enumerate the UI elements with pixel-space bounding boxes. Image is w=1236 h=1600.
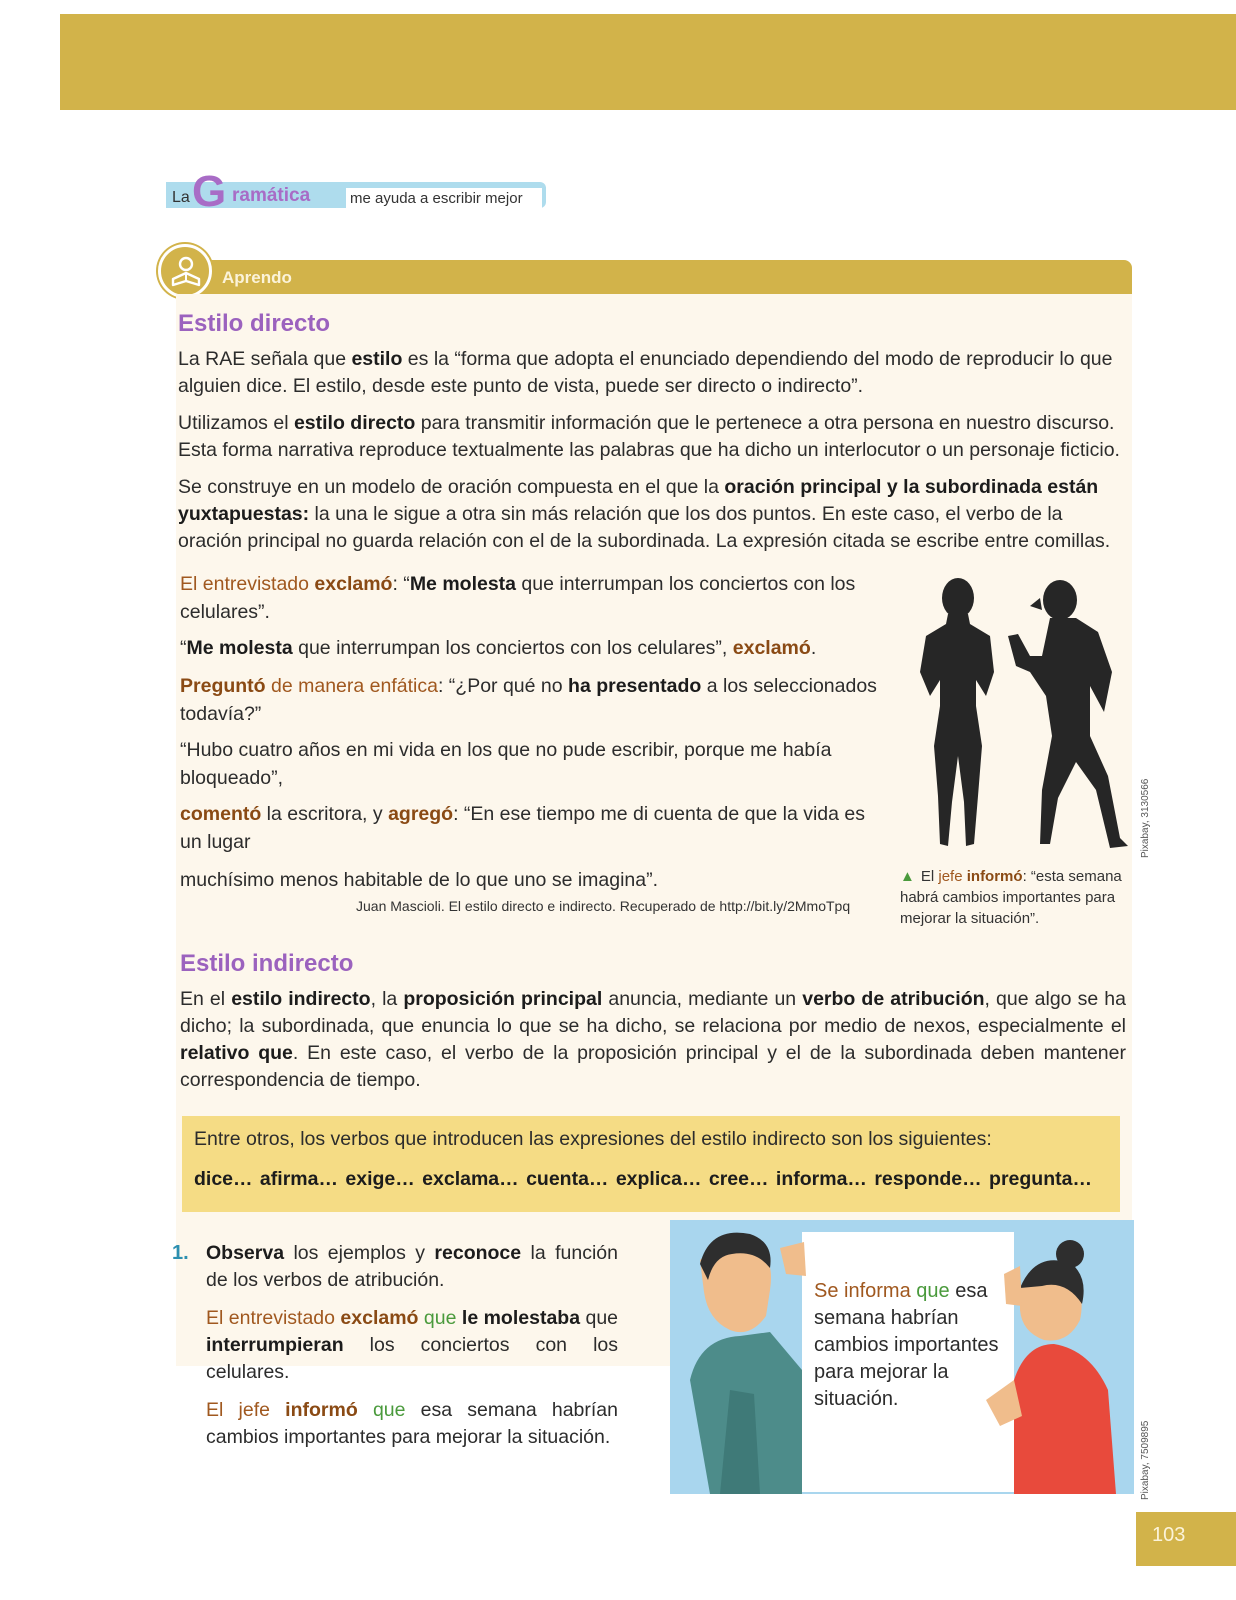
text-run: comentó: [180, 803, 262, 825]
grammar-section-banner: [166, 167, 546, 216]
verbs-list: dice… afirma… exige… exclama… cuenta… explica… cree… informa… responde… pregunta…: [194, 1168, 1092, 1190]
text-run: la una le sigue a otra sin más relación que los dos puntos. En este caso, el verbo de la oración principal no guarda relación con el de la subordinada. La expresión citada se escribe entre comillas.: [178, 503, 1111, 552]
activity-example-1: [206, 1305, 618, 1386]
estilo-directo-paragraph-3: [178, 474, 1126, 555]
text-run: que: [372, 1399, 406, 1421]
text-run: : “esta semana habrá cambios importantes para mejorar la situación”.: [900, 868, 1122, 927]
estilo-indirecto-paragraph: [180, 986, 1126, 1094]
text-run: los ejemplos y: [284, 1242, 435, 1264]
text-run: agregó: [388, 803, 454, 825]
example-quote-1: [180, 570, 880, 626]
text-run: jefe: [938, 868, 963, 885]
text-run: , que algo se ha dicho; la subordinada, que enuncia lo que se ha dicho, se relaciona por medio de nexos, especialmente el: [180, 988, 1126, 1037]
text-run: esa semana habrían cambios importantes para mejorar la situación.: [206, 1399, 618, 1448]
text-run: exclamó: [732, 637, 811, 659]
text-run: los conciertos con los celulares.: [206, 1334, 618, 1383]
text-run: .: [810, 637, 817, 659]
banner-subtitle-box: [346, 188, 542, 210]
text-run: relativo que: [180, 1042, 293, 1064]
text-run: para transmitir información que le pertenece a otra persona en nuestro discurso. Esta forma narrativa reproduce textualmente las palabras que ha dicho un interlocutor o un personaje ficticio.: [178, 412, 1120, 461]
banner-la: La: [172, 189, 190, 206]
text-run: El entrevistado: [206, 1307, 341, 1329]
photo-credit-1: Pixabay, 3130566: [1140, 778, 1151, 858]
top-color-band: [60, 14, 1236, 110]
banner-ramatica: ramática: [232, 185, 311, 206]
text-run: reconoce: [434, 1242, 522, 1264]
text-run: verbo de atribución: [802, 988, 985, 1010]
text-run: Me molesta: [409, 573, 517, 595]
text-run: exclamó: [340, 1307, 419, 1329]
text-run: Se construye en un modelo de oración compuesta en el que la: [178, 476, 725, 498]
activity-number: 1.: [172, 1242, 189, 1264]
text-run: de manera enfática: [265, 675, 438, 697]
silhouette-photo: [890, 576, 1140, 856]
text-run: que: [423, 1307, 457, 1329]
text-run: exclamó: [314, 573, 393, 595]
text-run: , la: [370, 988, 404, 1010]
text-run: Me molesta: [186, 637, 293, 659]
text-run: [358, 1399, 373, 1421]
text-run: muchísimo menos habitable de lo que uno se imagina”.: [180, 869, 659, 891]
text-run: anuncia, mediante un: [602, 988, 803, 1010]
text-run: es la “forma que adopta el enunciado dependiendo del modo de reproducir lo que alguien dice. El estilo, desde este punto de vista, puede ser directo o indirecto”.: [178, 348, 1113, 397]
text-run: estilo: [351, 348, 403, 370]
activity-instruction: [206, 1240, 618, 1294]
aprendo-label: Aprendo: [222, 268, 292, 287]
reader-icon: [158, 244, 212, 298]
text-run: a los seleccionados todavía?”: [180, 675, 877, 725]
verbs-intro: Entre otros, los verbos que introducen las expresiones del estilo indirecto son los siguientes:: [194, 1128, 992, 1150]
estilo-directo-paragraph-1: [178, 346, 1126, 400]
aprendo-header-bar: [196, 260, 1132, 294]
text-run: Preguntó: [180, 675, 266, 697]
text-run: esa semana habrían cambios importantes para mejorar la situación.: [814, 1280, 999, 1410]
text-run: informó: [285, 1399, 358, 1421]
text-run: proposición principal: [403, 988, 603, 1010]
example-quote-4: [180, 736, 880, 792]
sign-illustration: [670, 1220, 1134, 1494]
text-run: El jefe: [206, 1399, 286, 1421]
estilo-directo-title: Estilo directo: [178, 310, 331, 337]
estilo-directo-paragraph-2: [178, 410, 1126, 464]
photo-credit-2: Pixabay, 7509895: [1140, 1420, 1151, 1500]
text-run: estilo indirecto: [231, 988, 371, 1010]
text-run: interrumpieran: [206, 1334, 344, 1356]
text-run: oración principal y la subordinada están yuxtapuestas:: [178, 476, 1099, 525]
text-run: que interrumpan los conciertos con los celulares”.: [180, 573, 856, 623]
text-run: estilo directo: [293, 412, 416, 434]
text-run: En el: [180, 988, 232, 1010]
photo-caption-text: [900, 868, 1122, 927]
text-run: “Hubo cuatro años en mi vida en los que no pude escribir, porque me había bloqueado”,: [180, 739, 832, 789]
sign-text: [814, 1278, 1004, 1413]
text-run: . En este caso, el verbo de la proposición principal y el de la subordinada deben mantener correspondencia de tiempo.: [180, 1042, 1126, 1091]
attribution-verbs-box: [182, 1116, 1120, 1212]
page-number: 103: [1152, 1524, 1186, 1546]
text-run: La RAE señala que: [178, 348, 352, 370]
example-quote-3: [180, 672, 880, 728]
text-run: El entrevistado: [180, 573, 315, 595]
example-quote-5: [180, 800, 880, 856]
example-quote-6: [180, 866, 880, 894]
text-run: la escritora, y: [261, 803, 389, 825]
photo-caption: [900, 866, 1140, 929]
activity-example-2: [206, 1397, 618, 1451]
text-run: la función de los verbos de atribución.: [206, 1242, 618, 1291]
text-run: “: [180, 637, 187, 659]
text-run: informó: [966, 868, 1023, 885]
text-run: que: [916, 1280, 950, 1302]
estilo-indirecto-title: Estilo indirecto: [180, 950, 354, 977]
text-run: Utilizamos el: [178, 412, 294, 434]
text-run: Se informa: [814, 1280, 917, 1302]
banner-big-g: G: [192, 167, 227, 216]
text-run: El: [920, 868, 939, 885]
text-run: ha presentado: [568, 675, 702, 697]
source-citation: Juan Mascioli. El estilo directo e indirecto. Recuperado de http://bit.ly/2MmoTpq: [356, 898, 851, 914]
page-number-tab: [1136, 1512, 1236, 1566]
text-run: le molestaba: [461, 1307, 581, 1329]
text-run: que interrumpan los conciertos con los celulares”,: [292, 637, 733, 659]
text-run: : “: [392, 573, 410, 595]
text-run: Observa: [206, 1242, 285, 1264]
text-run: : “¿Por qué no: [437, 675, 569, 697]
banner-subtitle: me ayuda a escribir mejor: [350, 190, 523, 207]
text-run: que: [580, 1307, 619, 1329]
triangle-icon: ▲: [900, 868, 915, 885]
example-quote-2: [180, 634, 880, 662]
text-run: : “En ese tiempo me di cuenta de que la vida es un lugar: [180, 803, 865, 853]
